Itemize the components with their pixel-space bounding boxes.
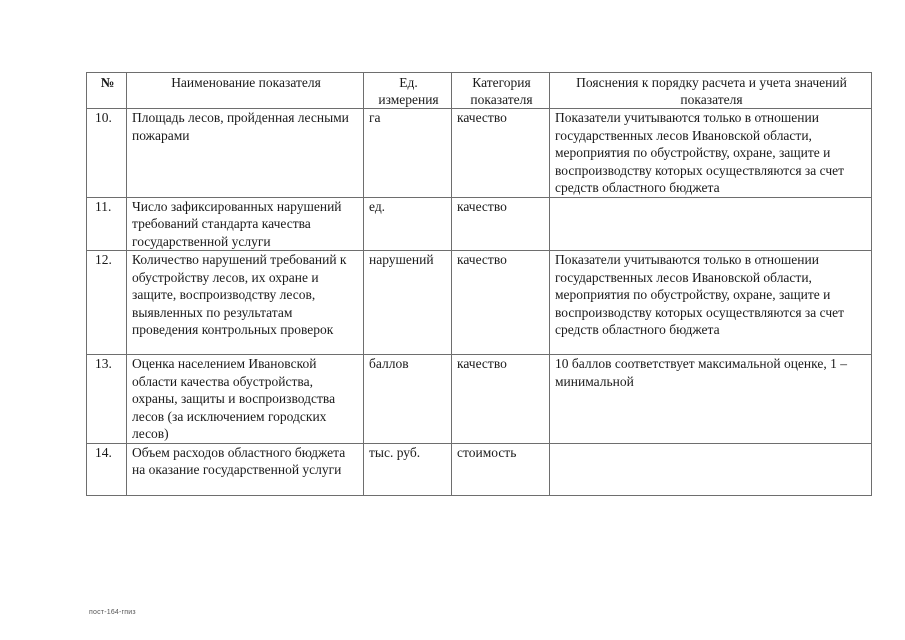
indicator-explanation xyxy=(550,443,872,495)
indicator-unit: ед. xyxy=(364,197,452,251)
indicator-category: качество xyxy=(452,109,550,198)
indicator-name: Количество нарушений требований к обустройству лесов, их охране и защите, воспроизводству лесов, выявленных по результатам проведения контрольных проверок xyxy=(127,251,364,355)
row-number: 10. xyxy=(87,109,127,198)
table-row xyxy=(87,109,872,198)
header-unit: Ед. измерения xyxy=(364,73,452,109)
row-number: 12. xyxy=(87,251,127,355)
indicator-category: качество xyxy=(452,355,550,444)
indicator-unit: га xyxy=(364,109,452,198)
indicator-category: стоимость xyxy=(452,443,550,495)
indicator-unit: нарушений xyxy=(364,251,452,355)
indicator-explanation: 10 баллов соответствует максимальной оценке, 1 – минимальной xyxy=(550,355,872,444)
indicator-explanation: Показатели учитываются только в отношении государственных лесов Ивановской области, мероприятия по обустройству, охране, защите и воспроизводству которых осуществляются за счет средств областного бюджета xyxy=(550,109,872,198)
indicator-category: качество xyxy=(452,251,550,355)
indicator-unit: тыс. руб. xyxy=(364,443,452,495)
header-category: Категория показателя xyxy=(452,73,550,109)
table-row xyxy=(87,355,872,444)
indicators-table xyxy=(86,72,872,496)
row-number: 11. xyxy=(87,197,127,251)
indicator-name: Оценка населением Ивановской области качества обустройства, охраны, защиты и воспроизводства лесов (за исключением городских лесов) xyxy=(127,355,364,444)
header-indicator-name: Наименование показателя xyxy=(127,73,364,109)
indicator-name: Число зафиксированных нарушений требований стандарта качества государственной услуги xyxy=(127,197,364,251)
header-number: № xyxy=(87,73,127,109)
table-row xyxy=(87,251,872,355)
row-number: 13. xyxy=(87,355,127,444)
row-number: 14. xyxy=(87,443,127,495)
header-explanation: Пояснения к порядку расчета и учета значений показателя xyxy=(550,73,872,109)
indicator-category: качество xyxy=(452,197,550,251)
footer-document-code: пост-164-гпиз xyxy=(89,609,136,616)
table-header-row xyxy=(87,73,872,109)
indicator-explanation xyxy=(550,197,872,251)
indicator-name: Площадь лесов, пройденная лесными пожарами xyxy=(127,109,364,198)
indicator-name: Объем расходов областного бюджета на оказание государственной услуги xyxy=(127,443,364,495)
indicator-unit: баллов xyxy=(364,355,452,444)
indicator-explanation: Показатели учитываются только в отношении государственных лесов Ивановской области, мероприятия по обустройству, охране, защите и воспроизводству которых осуществляются за счет средств областного бюджета xyxy=(550,251,872,355)
table-row xyxy=(87,443,872,495)
table-row xyxy=(87,197,872,251)
